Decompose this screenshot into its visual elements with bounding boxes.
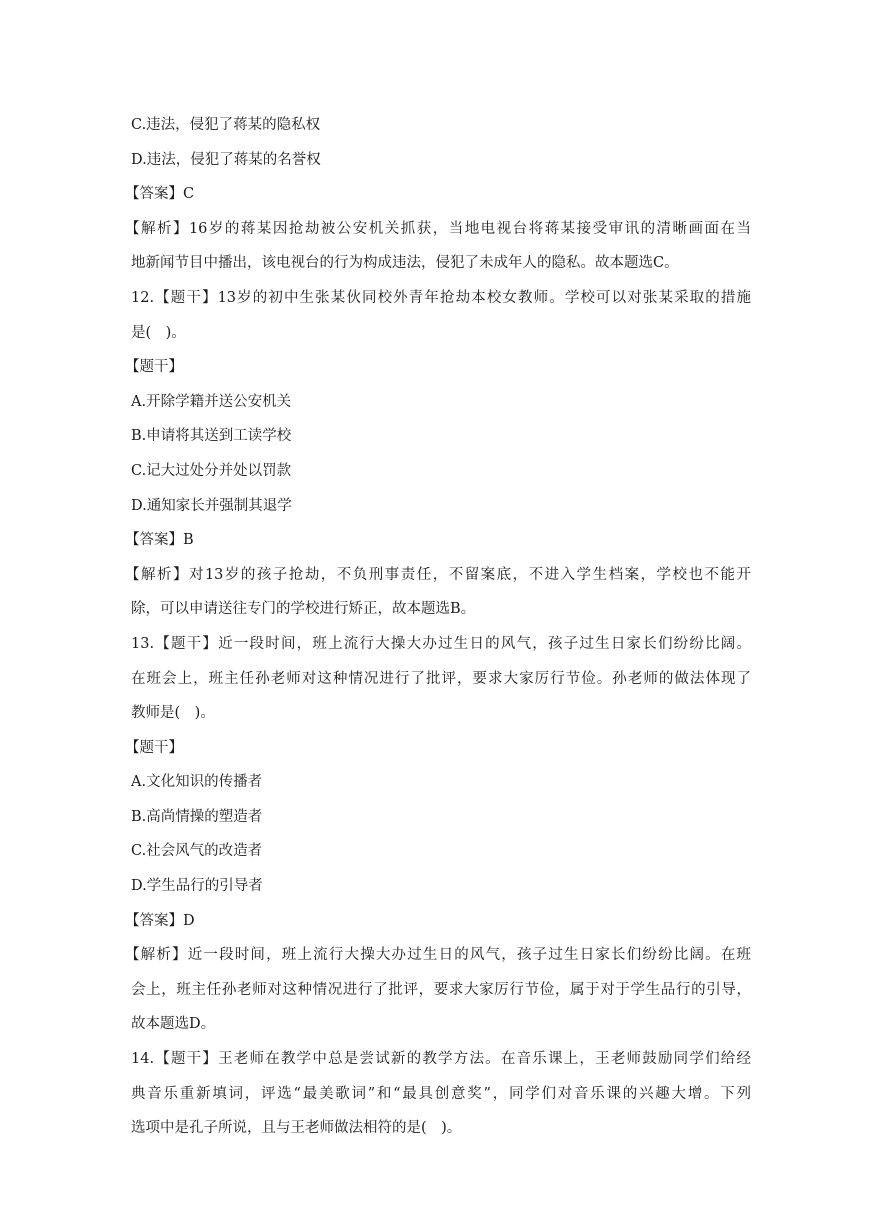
option-d-q11: D.违法，侵犯了蒋某的名誉权 [131, 151, 321, 168]
question-14-stem-line1: 14.【题干】王老师在教学中总是尝试新的教学方法。在音乐课上，王老师鼓励同学们给经 [131, 1051, 751, 1068]
option-b-q13: B.高尚情操的塑造者 [131, 808, 263, 825]
question-13-stem-line2: 在班会上，班主任孙老师对这种情况进行了批评，要求大家厉行节俭。孙老师的做法体现了 [131, 670, 751, 687]
question-13-label: 【题干】 [125, 739, 183, 756]
analysis-q13-line3: 故本题选D。 [131, 1016, 216, 1033]
question-14-stem-line3: 选项中是孔子所说，且与王老师做法相符的是( )。 [131, 1120, 462, 1137]
option-c-q12: C.记大过处分并处以罚款 [131, 462, 292, 479]
answer-q11: 【答案】C [125, 186, 195, 203]
option-b-q12: B.申请将其送到工读学校 [131, 428, 292, 445]
analysis-q13-line2: 会上，班主任孙老师对这种情况进行了批评，要求大家厉行节俭，属于对于学生品行的引导， [131, 981, 751, 998]
analysis-q12-line2: 除，可以申请送往专门的学校进行矫正，故本题选B。 [131, 601, 476, 618]
question-13-stem-line3: 教师是( )。 [131, 705, 215, 722]
option-d-q12: D.通知家长并强制其退学 [131, 497, 292, 514]
option-d-q13: D.学生品行的引导者 [131, 878, 263, 895]
question-12-label: 【题干】 [125, 359, 183, 376]
analysis-q11-line1: 【解析】16岁的蒋某因抢劫被公安机关抓获，当地电视台将蒋某接受审讯的清晰画面在当 [125, 220, 751, 237]
option-c-q13: C.社会风气的改造者 [131, 843, 263, 860]
question-12-stem-line2: 是( )。 [131, 324, 186, 341]
answer-q12: 【答案】B [125, 532, 194, 549]
question-12-stem-line1: 12.【题干】13岁的初中生张某伙同校外青年抢劫本校女教师。学校可以对张某采取的措施 [131, 289, 751, 306]
analysis-q12-line1: 【解析】对13岁的孩子抢劫，不负刑事责任，不留案底，不进入学生档案，学校也不能开 [125, 566, 751, 583]
analysis-q11-line2: 地新闻节目中播出，该电视台的行为构成违法，侵犯了未成年人的隐私。故本题选C。 [131, 255, 679, 272]
option-c-q11: C.违法，侵犯了蒋某的隐私权 [131, 117, 321, 133]
document-body [125, 108, 751, 1146]
option-a-q12: A.开除学籍并送公安机关 [131, 393, 292, 410]
question-13-stem-line1: 13.【题干】近一段时间，班上流行大操大办过生日的风气，孩子过生日家长们纷纷比阔。 [131, 635, 751, 652]
option-a-q13: A.文化知识的传播者 [131, 774, 263, 791]
answer-q13: 【答案】D [125, 912, 195, 929]
analysis-q13-line1: 【解析】近一段时间，班上流行大操大办过生日的风气，孩子过生日家长们纷纷比阔。在班 [125, 947, 751, 964]
question-14-stem-line2: 典音乐重新填词，评选“最美歌词”和“最具创意奖”，同学们对音乐课的兴趣大增。下列 [131, 1085, 751, 1102]
